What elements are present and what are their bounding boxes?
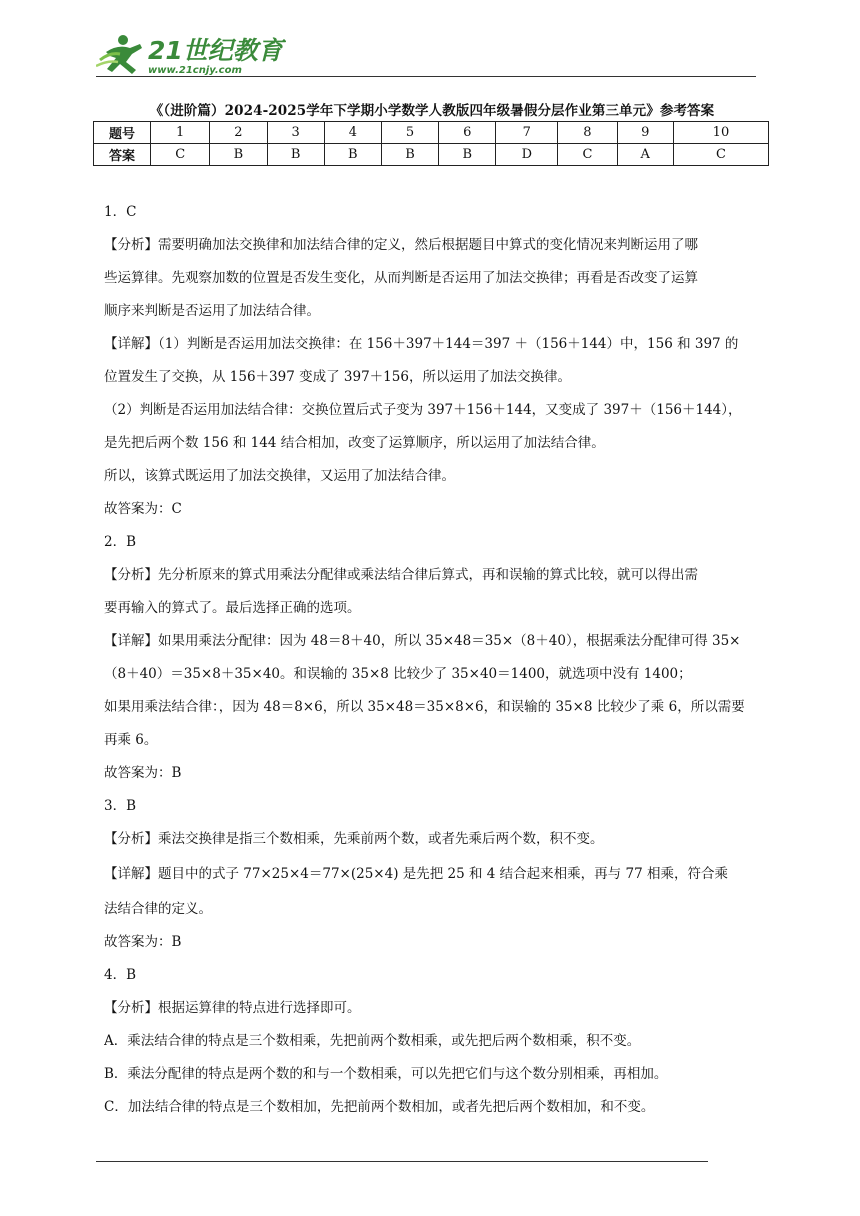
analysis-line: 【分析】根据运算律的特点进行选择即可。 (104, 1000, 361, 1016)
detail-line: 法结合律的定义。 (104, 901, 212, 917)
brand-logo (96, 30, 286, 78)
row-header-answer: 答案 (94, 144, 151, 166)
detail-line: 【详解】如果用乘法分配律：因为 48＝8＋40，所以 35×48＝35×（8＋40），根据乘法分配律可得 35× (104, 633, 741, 649)
detail-line: 所以，该算式既运用了加法交换律，又运用了加法结合律。 (104, 468, 455, 484)
analysis-line: 【分析】乘法交换律是指三个数相乘，先乘前两个数，或者先乘后两个数，积不变。 (104, 831, 604, 847)
answer-cell: C (558, 144, 617, 166)
answer-cell: C (151, 144, 210, 166)
document-title: 《（进阶篇）2024-2025学年下学期小学数学人教版四年级暑假分层作业第三单元》参考答案 (149, 103, 715, 119)
answer-heading: 2．B (104, 534, 137, 550)
question-number: 2 (210, 122, 267, 144)
question-number: 1 (151, 122, 210, 144)
answer-heading: 4．B (104, 967, 137, 983)
answer-cell: A (617, 144, 673, 166)
detail-line: （8＋40）＝35×8＋35×40。和误输的 35×8 比较少了 35×40＝1400，就选项中没有 1400； (104, 666, 692, 682)
analysis-line: 要再输入的算式了。最后选择正确的选项。 (104, 600, 361, 616)
question-number: 5 (381, 122, 438, 144)
question-number: 4 (324, 122, 381, 144)
question-number-row (94, 122, 769, 144)
question-number: 8 (558, 122, 617, 144)
question-number: 6 (439, 122, 496, 144)
option-line: A．乘法结合律的特点是三个数相乘，先把前两个数相乘，或先把后两个数相乘，积不变。 (104, 1033, 641, 1049)
option-line: B．乘法分配律的特点是两个数的和与一个数相乘，可以先把它们与这个数分别相乘，再相加。 (104, 1066, 668, 1082)
analysis-line: 【分析】需要明确加法交换律和加法结合律的定义，然后根据题目中算式的变化情况来判断运用了哪 (104, 237, 698, 253)
detail-line: （2）判断是否运用加法结合律：交换位置后式子变为 397＋156＋144，又变成了 397＋（156＋144）， (104, 402, 742, 418)
detail-line: 是先把后两个数 156 和 144 结合相加，改变了运算顺序，所以运用了加法结合律。 (104, 435, 605, 451)
answer-table (93, 121, 769, 166)
question-number: 9 (617, 122, 673, 144)
question-number: 10 (673, 122, 768, 144)
answer-cell: D (496, 144, 558, 166)
analysis-line: 【分析】先分析原来的算式用乘法分配律或乘法结合律后算式，再和误输的算式比较，就可以得出需 (104, 567, 698, 583)
analysis-line: 些运算律。先观察加数的位置是否发生变化，从而判断是否运用了加法交换律；再看是否改变了运算 (104, 270, 698, 286)
option-line: C．加法结合律的特点是三个数相加，先把前两个数相加，或者先把后两个数相加，和不变。 (104, 1099, 655, 1115)
header-divider (96, 76, 756, 77)
svg-text:21世纪教育: 21世纪教育 (148, 36, 283, 65)
runner-logo-icon (96, 30, 286, 78)
conclusion-line: 故答案为：C (104, 501, 182, 517)
row-header-question: 题号 (94, 122, 151, 144)
question-number: 3 (267, 122, 324, 144)
detail-line: 位置发生了交换，从 156＋397 变成了 397＋156，所以运用了加法交换律。 (104, 369, 571, 385)
answer-heading: 3．B (104, 798, 137, 814)
svg-text:www.21cnjy.com: www.21cnjy.com (148, 65, 242, 76)
detail-line: 【详解】（1）判断是否运用加法交换律：在 156＋397＋144＝397 ＋（156＋144）中，156 和 397 的 (104, 336, 739, 352)
analysis-line: 顺序来判断是否运用了加法结合律。 (104, 303, 320, 319)
answer-cell: B (324, 144, 381, 166)
footer-divider (96, 1161, 708, 1162)
detail-line: 【详解】题目中的式子 77×25×4＝77×(25×4) 是先把 25 和 4 结合起来相乘，再与 77 相乘，符合乘 (104, 866, 728, 882)
page-header (96, 30, 756, 78)
question-number: 7 (496, 122, 558, 144)
detail-line: 如果用乘法结合律：，因为 48＝8×6，所以 35×48＝35×8×6，和误输的 35×8 比较少了乘 6，所以需要 (104, 699, 745, 715)
detail-line: 再乘 6。 (104, 732, 158, 748)
answer-cell: B (267, 144, 324, 166)
conclusion-line: 故答案为：B (104, 765, 182, 781)
answer-explanations (104, 196, 768, 1124)
answer-cell: C (673, 144, 768, 166)
answer-cell: B (381, 144, 438, 166)
answer-row (94, 144, 769, 166)
answer-cell: B (210, 144, 267, 166)
conclusion-line: 故答案为：B (104, 934, 182, 950)
answer-heading: 1．C (104, 204, 137, 220)
answer-cell: B (439, 144, 496, 166)
